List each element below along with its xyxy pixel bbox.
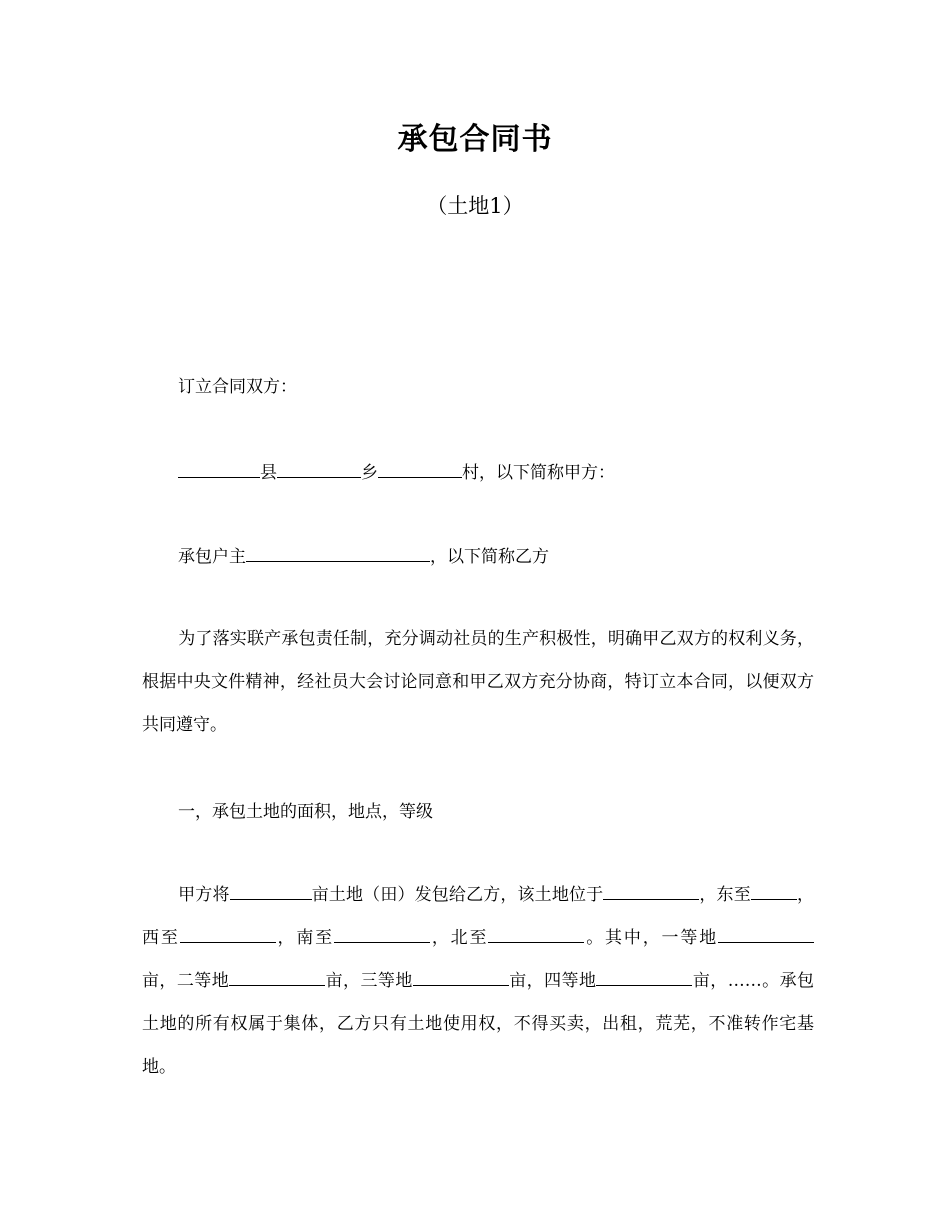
preamble-text: 为了落实联产承包责任制，充分调动社员的生产积极性，明确甲乙双方的权利义务，根据中央文件精神，经社员大会讨论同意和甲乙双方充分协商，特订立本合同，以便双方共同遵守。 xyxy=(142,629,814,735)
west-blank[interactable] xyxy=(180,928,276,943)
grade4-blank[interactable] xyxy=(596,971,692,986)
village-label: 村，以下简称甲方： xyxy=(462,463,615,483)
county-label: 县 xyxy=(260,463,277,483)
parties-heading: 订立合同双方： xyxy=(178,377,297,397)
grade2-blank[interactable] xyxy=(229,971,325,986)
party-a-line xyxy=(142,462,848,484)
location-blank[interactable] xyxy=(603,885,699,900)
party-b-suffix: ，以下简称乙方 xyxy=(430,547,549,567)
grade1-blank[interactable] xyxy=(718,928,814,943)
party-b-prefix: 承包户主 xyxy=(178,547,246,567)
township-blank[interactable] xyxy=(277,463,361,478)
section1-heading: 一，承包土地的面积，地点，等级 xyxy=(178,802,433,822)
area-blank[interactable] xyxy=(230,885,312,900)
preamble-paragraph xyxy=(142,618,814,747)
section1-paragraph: 甲方将 亩土地（田）发包给乙方，该土地位于 ，东至 ，西至 ，南至 ，北至 。其中，一等地亩，二等地 亩，三等地 亩，四等地 亩，……。承包土地的所有权属于集体，乙方只有土地使用权，不得买卖，出租，荒芜，不准转作宅基地。 xyxy=(142,885,815,1077)
village-blank[interactable] xyxy=(378,463,462,478)
grade3-blank[interactable] xyxy=(413,971,509,986)
document-subtitle: （土地1） xyxy=(426,194,524,218)
south-blank[interactable] xyxy=(334,928,430,943)
county-blank[interactable] xyxy=(178,463,260,478)
township-label: 乡 xyxy=(361,463,378,483)
east-blank[interactable] xyxy=(751,885,797,900)
party-b-line xyxy=(142,546,848,568)
north-blank[interactable] xyxy=(488,928,584,943)
document-title: 承包合同书 xyxy=(397,122,553,157)
householder-blank[interactable] xyxy=(246,547,430,562)
